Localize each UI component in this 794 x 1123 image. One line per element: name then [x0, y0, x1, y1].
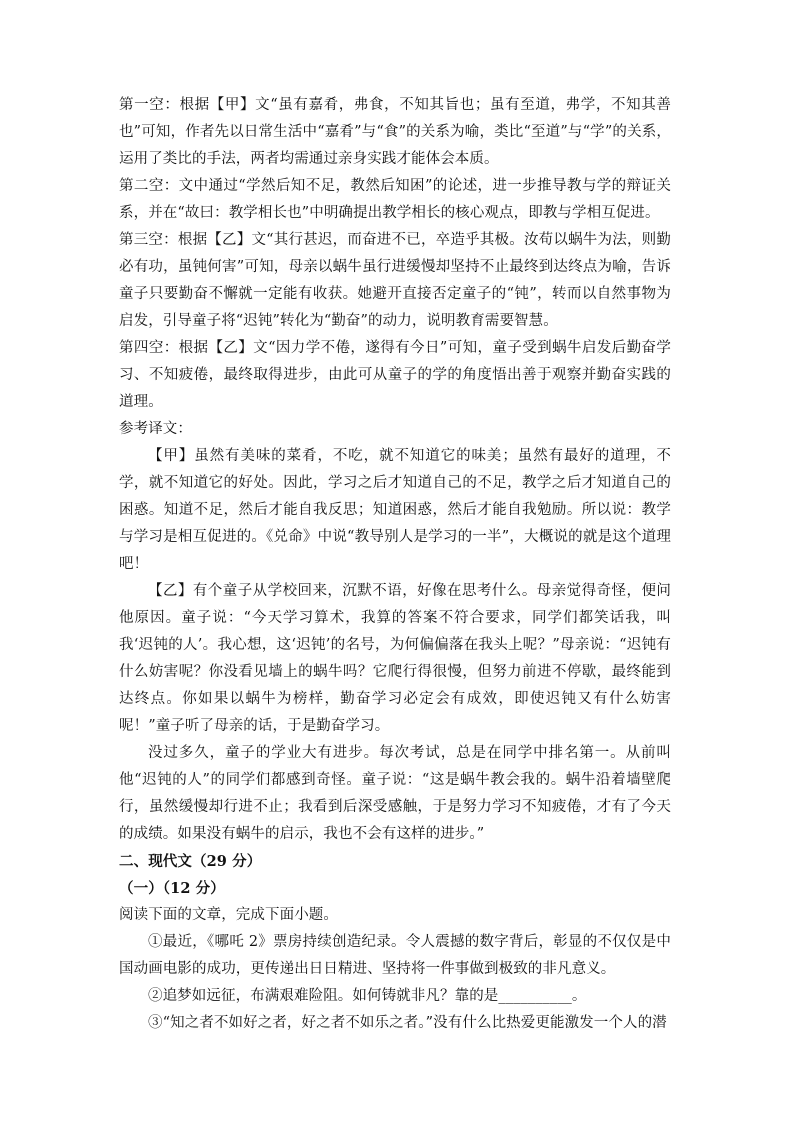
article-paragraph-3: ③“知之者不如好之者，好之者不如乐之者。”没有什么比热爱更能激发一个人的潜 [148, 1015, 667, 1031]
answer-blank-2: 第二空：文中通过“学然后知不足，教然后知困”的论述，进一步推导教与学的辩证关系，并在“故曰：教学相长也”中明确提出教学相长的核心观点，即教与学相互促进。 [119, 178, 671, 221]
subsection-heading: （一）（12 分） [119, 880, 225, 897]
translation-yi: 【乙】有个童子从学校回来，沉默不语，好像在思考什么。母亲觉得奇怪，便问他原因。童子说：“今天学习算术，我算的答案不符合要求，同学们都笑话我，叫我‘迟钝的人’。我心想，这‘迟钝’的名号，为何偏偏落在我头上呢？”母亲说：“迟钝有什么妨害呢？你没看见墙上的蜗牛吗？它爬行得很慢，但努力前进不停歇，最终能到达终点。你如果以蜗牛为榜样，勤奋学习必定会有成效，即使迟钝又有什么妨害呢！”童子听了母亲的话，于是勤奋学习。 [119, 583, 671, 734]
article-paragraph-1: ①最近，《哪吒 2》票房持续创造纪录。令人震撼的数字背后，彰显的不仅仅是中国动画电影的成功，更传递出日日精进、坚持将一件事做到极致的非凡意义。 [119, 934, 671, 977]
reading-instruction: 阅读下面的文章，完成下面小题。 [119, 907, 338, 923]
article-paragraph-2 [119, 983, 671, 1010]
paragraph-2-text: ②追梦如远征，布满艰难险阻。如何铸就非凡？靠的是 [148, 988, 499, 1004]
answer-blank-3: 第三空：根据【乙】文“其行甚迟，而奋进不已，卒造乎其极。汝苟以蜗牛为法，则勤必有功，虽钝何害”可知，母亲以蜗牛虽行进缓慢却坚持不止最终到达终点为喻，告诉童子只要勤奋不懈就一定能有收获。她避开直接否定童子的“钝”，转而以自然事物为启发，引导童子将“迟钝”转化为“勤奋”的动力，说明教育需要智慧。 [119, 232, 671, 329]
translation-heading: 参考译文： [119, 421, 192, 437]
translation-jia: 【甲】虽然有美味的菜肴，不吃，就不知道它的味美；虽然有最好的道理，不学，就不知道它的好处。因此，学习之后才知道自己的不足，教学之后才知道自己的困惑。知道不足，然后才能自我反思；知道困惑，然后才能自我勉励。所以说：教学与学习是相互促进的。《兑命》中说“教导别人是学习的一半”，大概说的就是这个道理吧！ [119, 448, 671, 572]
answer-blank-1: 第一空：根据【甲】文“虽有嘉肴，弗食，不知其旨也；虽有至道，弗学，不知其善也”可知，作者先以日常生活中“嘉肴”与“食”的关系为喻，类比“至道”与“学”的关系，运用了类比的手法，两者均需通过亲身实践才能体会本质。 [119, 97, 671, 167]
translation-yi-continued: 没过多久，童子的学业大有进步。每次考试，总是在同学中排名第一。从前叫他“迟钝的人”的同学们都感到奇怪。童子说：“这是蜗牛教会我的。蜗牛沿着墙壁爬行，虽然缓慢却行进不止；我看到后深受感触，于是努力学习不知疲倦，才有了今天的成绩。如果没有蜗牛的启示，我也不会有这样的进步。” [119, 745, 671, 842]
section-heading: 二、现代文（29 分） [119, 853, 262, 870]
fill-in-blank: __________ [498, 988, 572, 1004]
paragraph-2-end: 。 [571, 988, 587, 1004]
document-page [119, 92, 671, 1037]
answer-blank-4: 第四空：根据【乙】文“因力学不倦，遂得有今日”可知，童子受到蜗牛启发后勤奋学习、不知疲倦，最终取得进步，由此可从童子的学的角度悟出善于观察并勤奋实践的道理。 [119, 340, 671, 410]
